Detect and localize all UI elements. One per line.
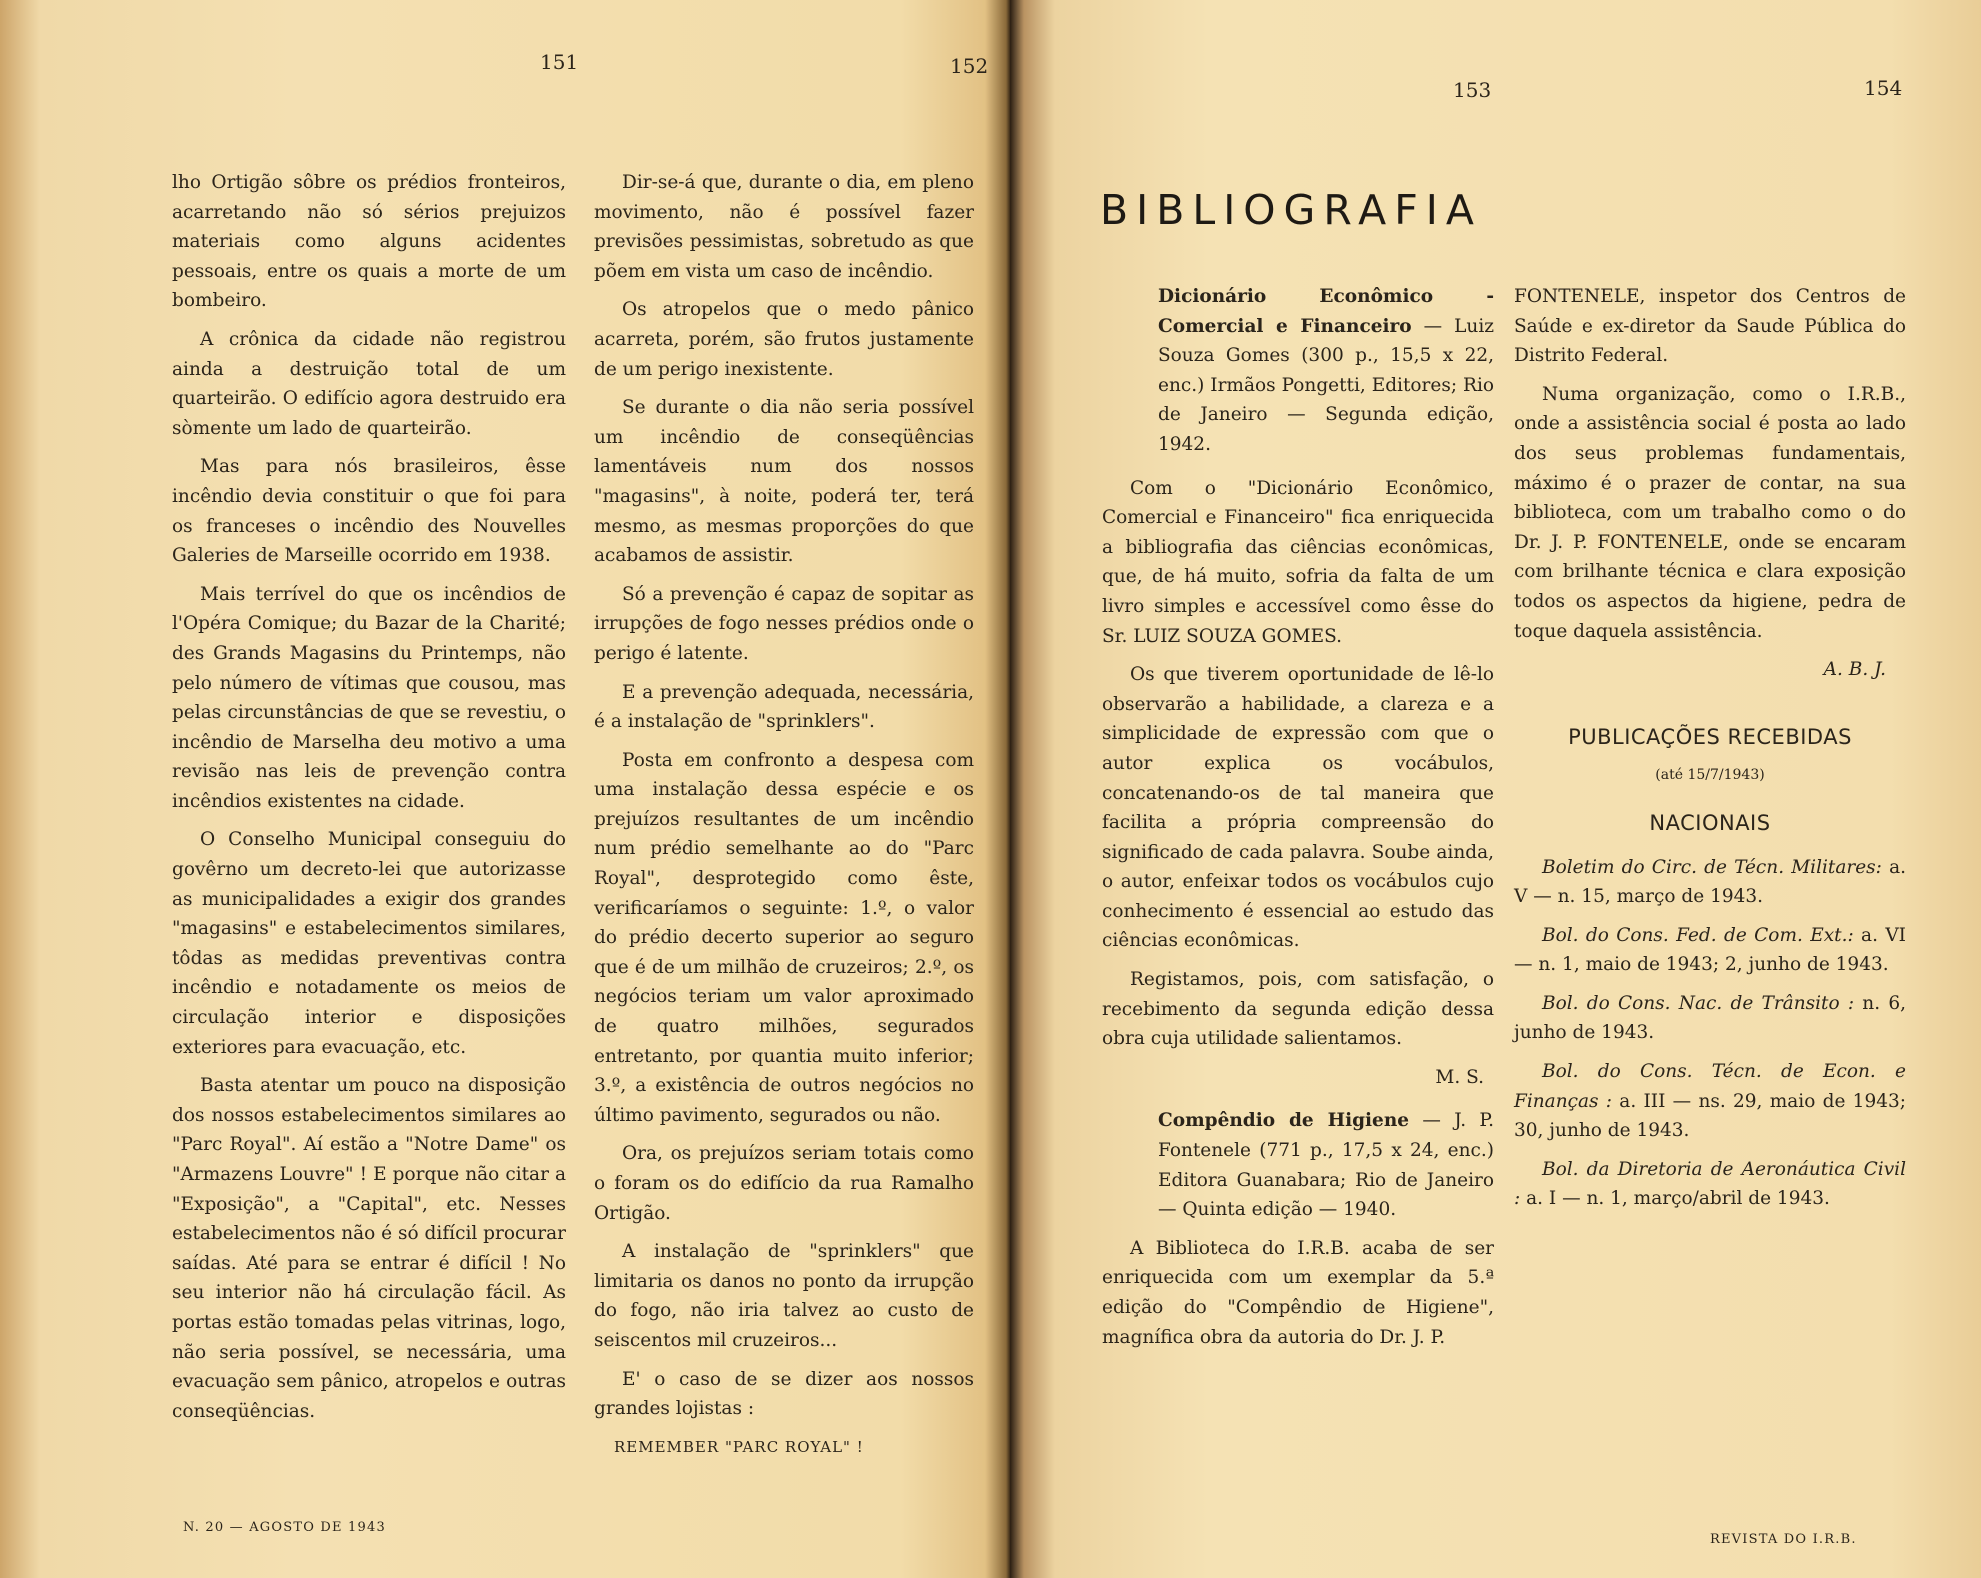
list-item <box>1514 1057 1906 1146</box>
page-title: BIBLIOGRAFIA <box>1100 186 1482 234</box>
publication-title: Bol. da Diretoria de Aeronáutica Civil : <box>1514 1158 1906 1210</box>
paragraph: A Biblioteca do I.R.B. acaba de ser enriquecida com um exemplar da 5.ª edição do "Compêndio de Higiene", magnífica obra da autoria do Dr. J. P. <box>1102 1237 1494 1348</box>
list-item <box>1514 1155 1906 1214</box>
book-details: — J. P. Fontenele (771 p., 17,5 x 24, enc.) Editora Guanabara; Rio de Janeiro — Quinta edição — 1940. <box>1158 1110 1494 1221</box>
right-page <box>1010 0 1981 1578</box>
publication-title: Boletim do Circ. de Técn. Militares: <box>1542 856 1882 878</box>
publication-title: Bol. do Cons. Fed. de Com. Ext.: <box>1542 924 1854 946</box>
paragraph: E a prevenção adequada, necessária, é a instalação de "sprinklers". <box>594 681 974 733</box>
paragraph: Ora, os prejuízos seriam totais como o foram os do edifício da rua Ramalho Ortigão. <box>594 1143 974 1224</box>
paragraph: Os atropelos que o medo pânico acarreta, porém, são frutos justamente de um perigo inexistente. <box>594 299 974 380</box>
paragraph: Se durante o dia não seria possível um incêndio de conseqüências lamentáveis num dos nossos "magasins", à noite, poderá ter, terá mesmo, as mesmas proporções do que acabamos de assistir. <box>594 397 974 567</box>
paragraph: Numa organização, como o I.R.B., onde a assistência social é posta ao lado dos seus problemas fundamentais, máximo é o prazer de contar, na sua biblioteca, com um trabalho como o do Dr. J. P. FONTENELE, onde se encaram com brilhante técnica e clara exposição todos os aspectos da higiene, pedra de toque daquela assistência. <box>1514 383 1906 642</box>
paragraph: A instalação de "sprinklers" que limitaria os danos no ponto da irrupção do fogo, não iria talvez ao custo de seiscentos mil cruzeiros... <box>594 1241 974 1351</box>
book-entry-1 <box>1102 282 1494 460</box>
footer-journal: REVISTA DO I.R.B. <box>1710 1532 1857 1547</box>
paragraph: Posta em confronto a despesa com uma instalação dessa espécie e os prejuízos resultantes de um incêndio num prédio semelhante ao do "Parc Royal", desprotegido como êste, verificaríamos o seguinte: 1.º, o valor do prédio decerto superior ao seguro que é de um milhão de cruzeiros; 2.º, os negócios teriam um valor aproximado de quatro milhões, segurados entretanto, por quantia muito inferior; 3.º, a existência de outros negócios no último pavimento, segurados ou não. <box>594 749 974 1126</box>
paragraph: Mas para nós brasileiros, êsse incêndio devia constituir o que foi para os franceses o incêndio des Nouvelles Galeries de Marseille ocorrido em 1938. <box>172 456 566 567</box>
left-column-2 <box>594 168 974 1471</box>
publication-details: a. V — n. 15, março de 1943. <box>1514 856 1906 908</box>
left-column-1 <box>172 168 566 1435</box>
footer-issue: N. 20 — AGOSTO DE 1943 <box>183 1520 386 1535</box>
publication-title: Bol. do Cons. Técn. de Econ. e Finanças : <box>1514 1061 1906 1112</box>
right-column-2 <box>1514 282 1906 1223</box>
publication-details: a. III — ns. 29, maio de 1943; 30, junho de 1943. <box>1514 1090 1906 1142</box>
list-item <box>1514 989 1906 1048</box>
subsection-heading: NACIONAIS <box>1649 810 1771 835</box>
right-column-1 <box>1102 282 1494 1361</box>
page-number-153: 153 <box>1453 78 1492 102</box>
publication-title: Bol. do Cons. Nac. de Trânsito : <box>1542 992 1855 1014</box>
page-number-154: 154 <box>1864 76 1903 100</box>
paragraph: O Conselho Municipal conseguiu do govêrno um decreto-lei que autorizasse as municipalidades a exigir dos grandes "magasins" e estabelecimentos similares, tôdas as medidas preventivas contra incêndio e notadamente os meios de circulação interior e disposições exteriores para evacuação, etc. <box>172 829 566 1058</box>
page-number-151: 151 <box>540 50 579 74</box>
book-title: Dicionário Econômico - Comercial e Financeiro <box>1158 286 1494 337</box>
paragraph: A crônica da cidade não registrou ainda a destruição total de um quarteirão. O edifício agora destruido era sòmente um lado de quarteirão. <box>172 328 566 439</box>
paragraph: Os que tiverem oportunidade de lê-lo observarão a habilidade, a clareza e a simplicidade de expressão com que o autor explica os vocábulos, concatenando-os de tal maneira que facilita a própria compreensão do significado de cada palavra. Soube ainda, o autor, enfeixar todos os vocábulos cujo conhecimento é essencial ao estudo das ciências econômicas. <box>1102 664 1494 952</box>
publications-list <box>1514 853 1906 1215</box>
book-entry-2 <box>1102 1106 1494 1224</box>
closing-line: REMEMBER "PARC ROYAL" ! <box>614 1437 864 1456</box>
book-title: Compêndio de Higiene <box>1158 1110 1410 1132</box>
paragraph: Mais terrível do que os incêndios de l'Opéra Comique; du Bazar de la Charité; des Grands Magasins du Printemps, não pelo número de vítimas que cousou, mas pelas circunstâncias de que se revestiu, o incêndio de Marselha deu motivo a uma revisão nas leis de prevenção contra incêndios existentes na cidade. <box>172 583 566 812</box>
paragraph: Registamos, pois, com satisfação, o recebimento da segunda edição dessa obra cuja utilidade salientamos. <box>1102 969 1494 1050</box>
publication-details: a. I — n. 1, março/abril de 1943. <box>1520 1188 1830 1210</box>
paragraph: Basta atentar um pouco na disposição dos nossos estabelecimentos similares ao "Parc Royal". Aí estão a "Notre Dame" os "Armazens Louvre" ! E porque não citar a "Exposição", a "Capital", etc. Nesses estabelecimentos não é só difícil procurar saídas. Até para se entrar é difícil ! No seu interior não há circulação fácil. As portas estão tomadas pelas vitrinas, logo, não seria possível, se necessária, uma evacuação sem pânico, atropelos e outras conseqüências. <box>172 1075 566 1422</box>
publication-details: a. VI — n. 1, maio de 1943; 2, junho de 1943. <box>1514 924 1906 976</box>
signature: A. B. J. <box>1823 659 1886 681</box>
list-item <box>1514 853 1906 912</box>
paragraph: Só a prevenção é capaz de sopitar as irrupções de fogo nesses prédios onde o perigo é latente. <box>594 583 974 664</box>
list-item <box>1514 921 1906 980</box>
paragraph: E' o caso de se dizer aos nossos grandes lojistas : <box>594 1368 974 1420</box>
section-date: (até 15/7/1943) <box>1655 767 1765 784</box>
paragraph: Com o "Dicionário Econômico, Comercial e Financeiro" fica enriquecida a bibliografia das ciências econômicas, que, de há muito, sofria da falta de um livro simples e accessível como êsse do Sr. LUIZ SOUZA GOMES. <box>1102 477 1494 647</box>
paragraph: lho Ortigão sôbre os prédios fronteiros, acarretando não só sérios prejuizos materiais como alguns acidentes pessoais, entre os quais a morte de um bombeiro. <box>172 172 566 312</box>
signature: M. S. <box>1435 1066 1484 1088</box>
publication-details: n. 6, junho de 1943. <box>1514 992 1906 1044</box>
section-heading: PUBLICAÇÕES RECEBIDAS <box>1568 724 1852 749</box>
paragraph: Dir-se-á que, durante o dia, em pleno movimento, não é possível fazer previsões pessimistas, sobretudo as que põem em vista um caso de incêndio. <box>594 172 974 282</box>
paragraph: FONTENELE, inspetor dos Centros de Saúde e ex-diretor da Saude Pública do Distrito Federal. <box>1514 286 1906 367</box>
book-details: — Luiz Souza Gomes (300 p., 15,5 x 22, enc.) Irmãos Pongetti, Editores; Rio de Janeiro — Segunda edição, 1942. <box>1158 315 1494 455</box>
page-number-152: 152 <box>950 54 989 78</box>
